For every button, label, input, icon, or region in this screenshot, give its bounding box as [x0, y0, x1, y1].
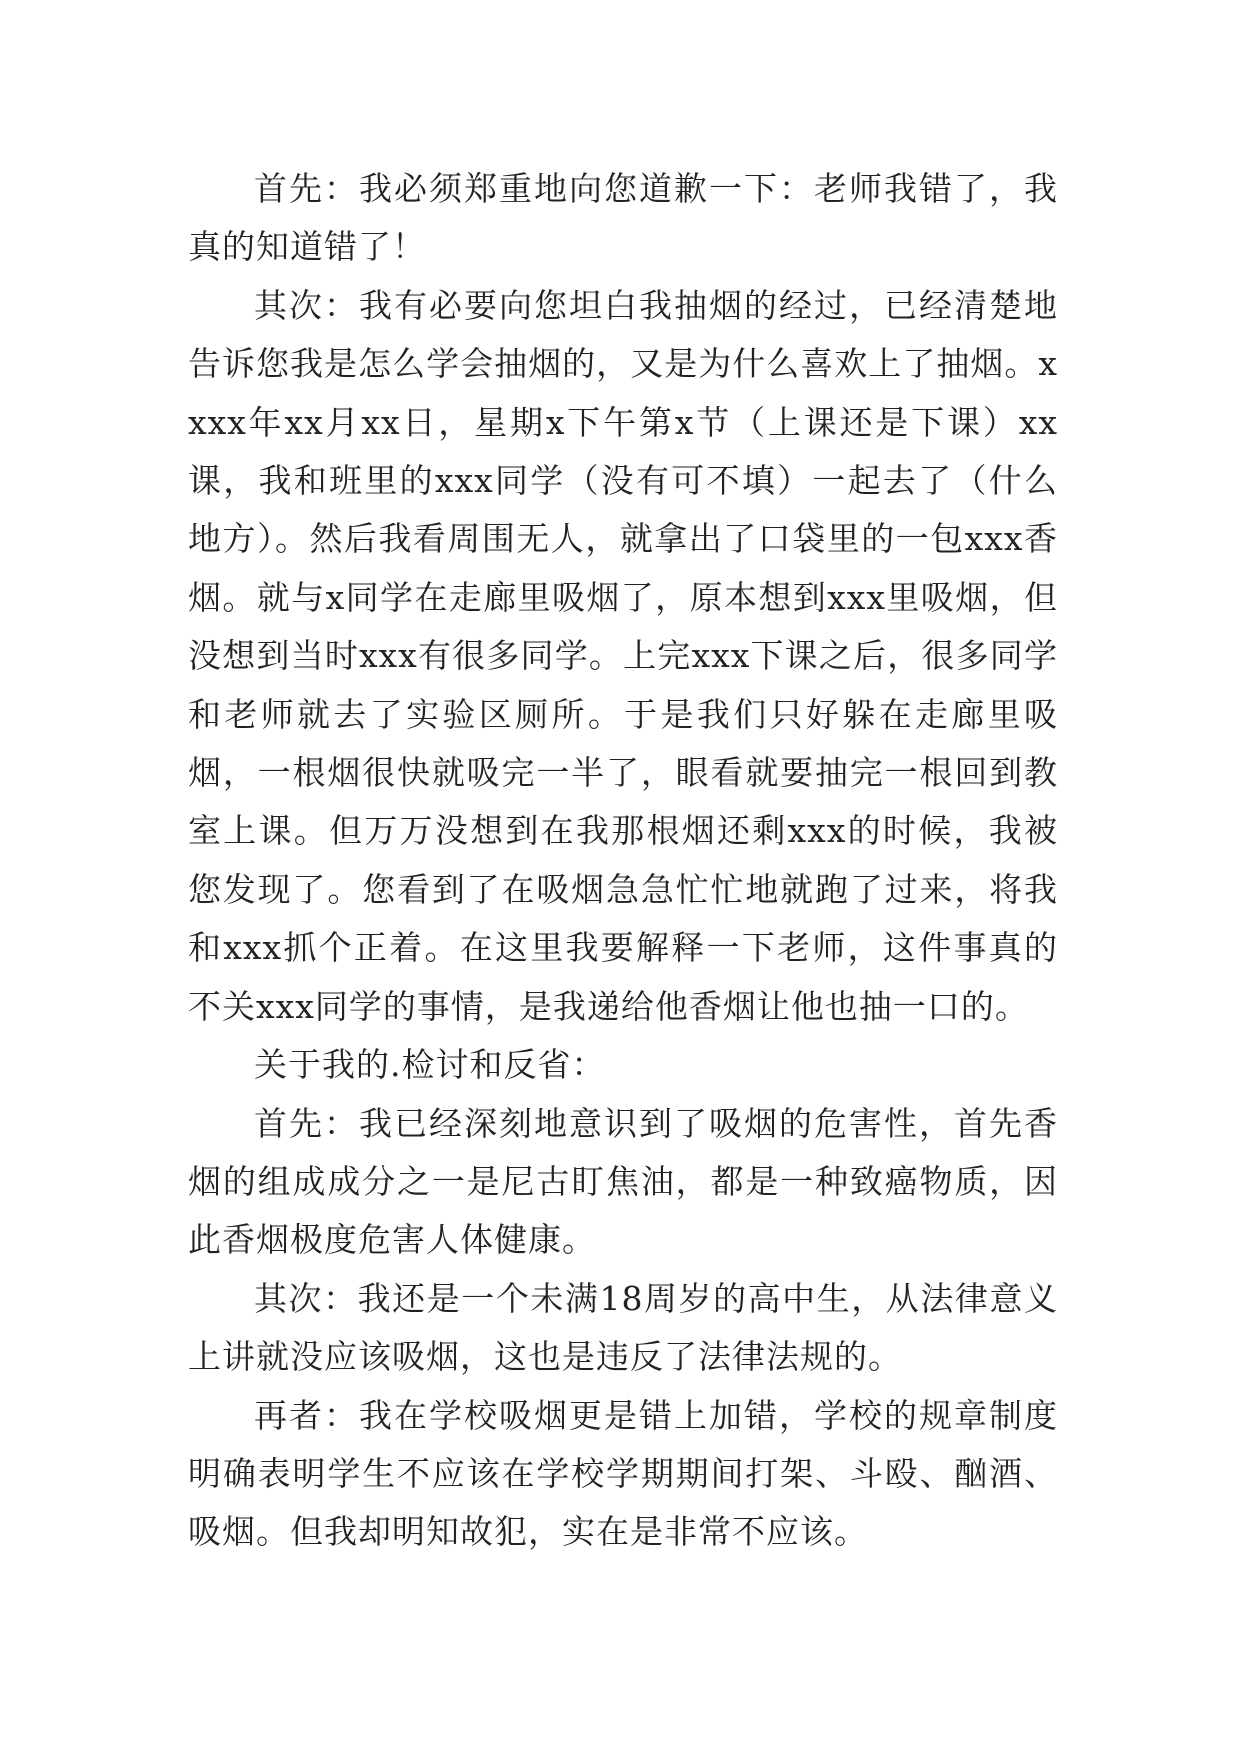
paragraph-health-harm: 首先：我已经深刻地意识到了吸烟的危害性，首先香烟的组成成分之一是尼古盯焦油，都是一种致癌物质，因此香烟极度危害人体健康。: [188, 1103, 1058, 1260]
paragraph-school-rules: 再者：我在学校吸烟更是错上加错，学校的规章制度明确表明学生不应该在学校学期期间打架、斗殴、酗酒、吸烟。但我却明知故犯，实在是非常不应该。: [188, 1395, 1058, 1552]
paragraph-legal-age: 其次：我还是一个未满18周岁的高中生，从法律意义上讲就没应该吸烟，这也是违反了法律法规的。: [188, 1278, 1058, 1377]
paragraph-confession: 其次：我有必要向您坦白我抽烟的经过，已经清楚地告诉您我是怎么学会抽烟的，又是为什么喜欢上了抽烟。xxxx年xx月xx日，星期x下午第x节（上课还是下课）xx课，我和班里的xxx同学（没有可不填）一起去了（什么地方）。然后我看周围无人，就拿出了口袋里的一包xxx香烟。就与x同学在走廊里吸烟了，原本想到xxx里吸烟，但没想到当时xxx有很多同学。上完xxx下课之后，很多同学和老师就去了实验区厕所。于是我们只好躲在走廊里吸烟，一根烟很快就吸完一半了，眼看就要抽完一根回到教室上课。但万万没想到在我那根烟还剩xxx的时候，我被您发现了。您看到了在吸烟急急忙忙地就跑了过来，将我和xxx抓个正着。在这里我要解释一下老师，这件事真的不关xxx同学的事情，是我递给他香烟让他也抽一口的。: [188, 285, 1058, 1026]
document-body: [188, 160, 1058, 1562]
paragraph-reflection-heading: 关于我的.检讨和反省：: [254, 1045, 606, 1085]
paragraph-apology: 首先：我必须郑重地向您道歉一下：老师我错了，我真的知道错了！: [188, 169, 1058, 267]
